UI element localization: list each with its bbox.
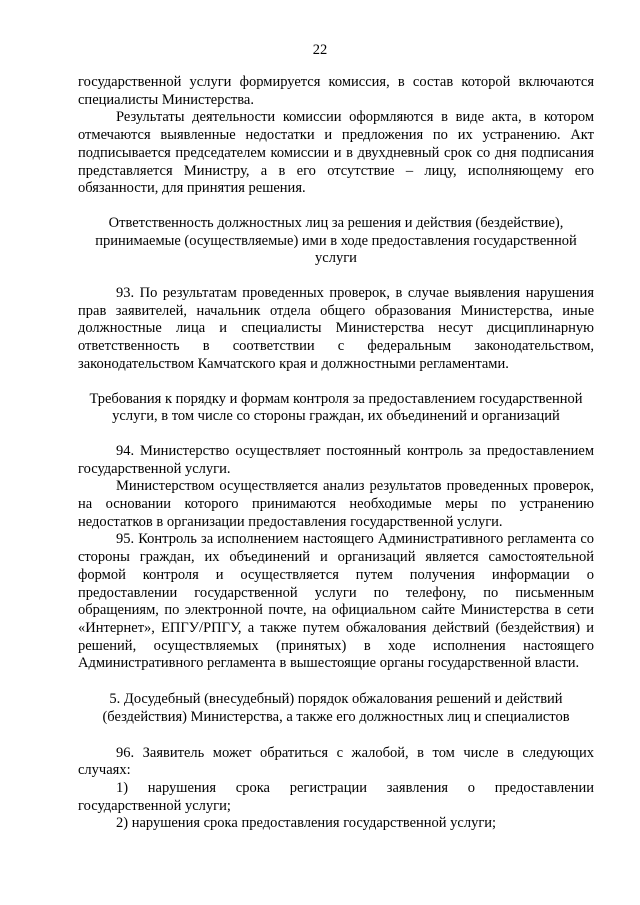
paragraph-96: 96. Заявитель может обратиться с жалобой, в том числе в следующих случаях:	[78, 744, 594, 779]
paragraph-commission: государственной услуги формируется комиссия, в состав которой включаются специалисты Министерства.	[78, 74, 594, 108]
paragraph-commission-results: Результаты деятельности комиссии оформляются в виде акта, в котором отмечаются выявленные недостатки и предложения по их устранению. Акт подписывается председателем комиссии и в двухдневный срок со дня подписания представляется Министру, а в его отсутствие – лицу, исполняющему его обязанности, для принятия решения.	[78, 109, 594, 197]
spacer	[78, 673, 594, 691]
spacer	[78, 727, 594, 745]
spacer	[78, 426, 594, 443]
page-number: 22	[312, 42, 328, 58]
spacer	[78, 374, 594, 391]
list-item-1: 1) нарушения срока регистрации заявления о предоставлении государственной услуги;	[78, 779, 594, 814]
paragraph-93: 93. По результатам проведенных проверок, в случае выявления нарушения прав заявителей, начальник отдела общего образования Министерства, иные должностные лица и специалисты Министерства несут дисциплинарную ответственность в соответствии с федеральным законодательством, законодательством Камчатского края и должностными регламентами.	[78, 285, 594, 372]
section-heading-responsibility: Ответственность должностных лиц за решения и действия (бездействие), принимаемые (осуществляемые) ими в ходе предоставления государственной услуги	[95, 214, 577, 267]
spacer	[78, 198, 594, 215]
spacer	[78, 268, 594, 285]
document-body	[78, 74, 594, 833]
paragraph-analysis: Министерством осуществляется анализ результатов проведенных проверок, на основании которого принимаются необходимые меры по устранению недостатков в организации предоставления государственной услуги.	[78, 478, 594, 530]
paragraph-94: 94. Министерство осуществляет постоянный контроль за предоставлением государственной услуги.	[78, 442, 594, 477]
list-item-2: 2) нарушения срока предоставления государственной услуги;	[116, 815, 497, 832]
paragraph-95: 95. Контроль за исполнением настоящего Административного регламента со стороны граждан, их объединений и организаций является самостоятельной формой контроля и осуществляется путем получения информации о предоставлении государственной услуги по телефону, по письменным обращениям, по электронной почте, на официальном сайте Министерства в сети «Интернет», ЕПГУ/РПГУ, а также путем обжалования действий (бездействия) и решений, осуществляемых (принятых) в ходе исполнения настоящего Административного регламента в вышестоящие органы государственной власти.	[78, 531, 594, 672]
section-heading-appeal-procedure: 5. Досудебный (внесудебный) порядок обжалования решений и действий (бездействия) Министерства, а также его должностных лиц и специалистов	[102, 691, 570, 725]
section-heading-control-requirements: Требования к порядку и формам контроля за предоставлением государственной услуги, в том числе со стороны граждан, их объединений и организаций	[89, 390, 583, 425]
